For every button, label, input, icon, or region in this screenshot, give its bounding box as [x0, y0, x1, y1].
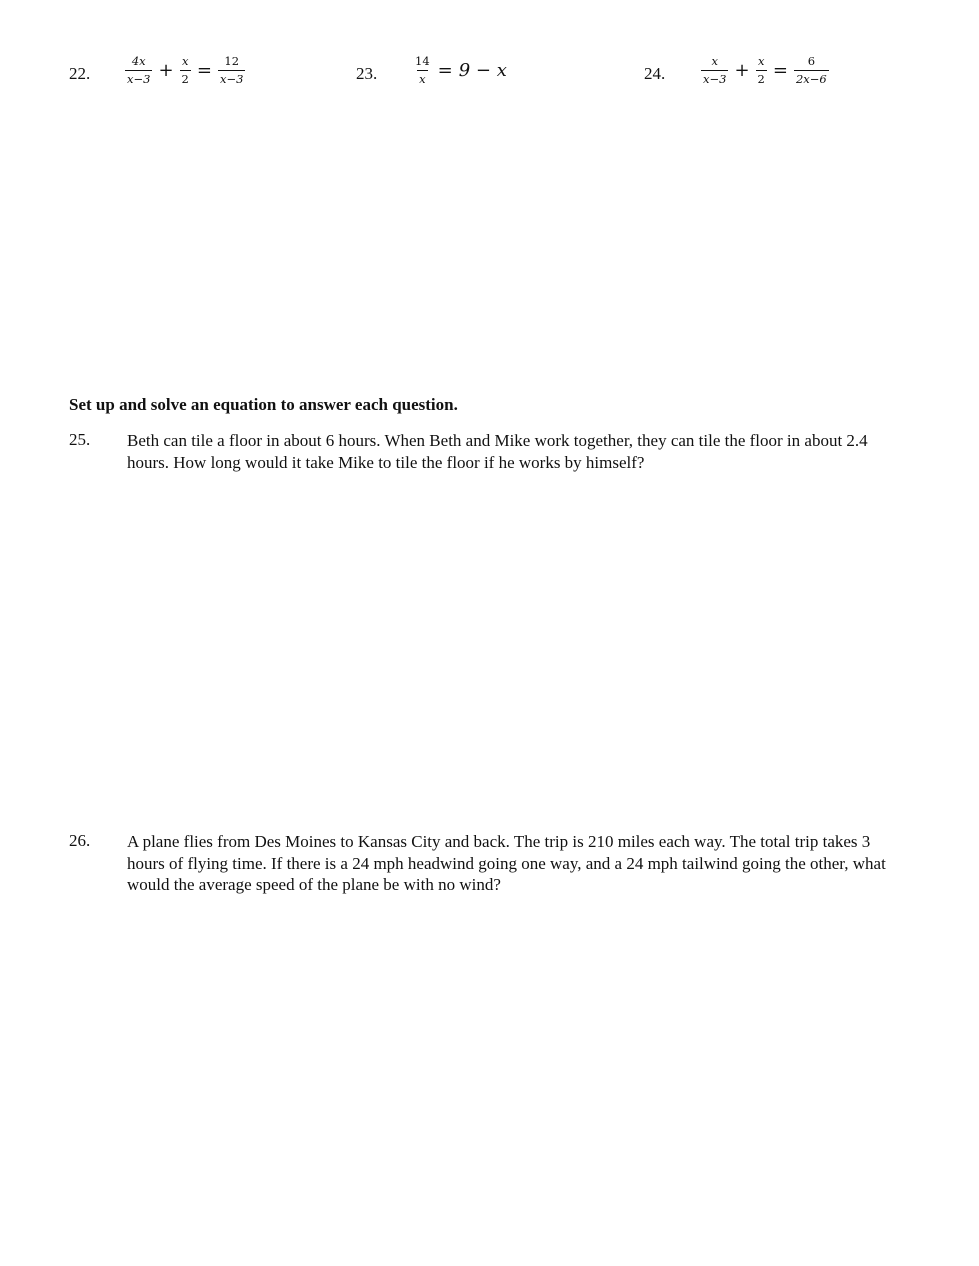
- section-heading: Set up and solve an equation to answer each question.: [69, 395, 458, 414]
- right-hand-side: 9 − x: [458, 59, 507, 81]
- denominator: x−3: [703, 71, 727, 86]
- numerator: 14: [415, 54, 430, 68]
- equals-sign: =: [196, 59, 212, 81]
- problem-24-equation: [698, 56, 832, 85]
- question-25-text: Beth can tile a floor in about 6 hours. When Beth and Mike work together, they can tile the floor in about 2.4 hours. How long would it take Mike to tile the floor if he works by himself?: [127, 431, 868, 472]
- fraction: [125, 56, 152, 85]
- question-26-number: 26.: [69, 831, 91, 850]
- numerator: x: [181, 54, 189, 68]
- denominator: 2x−6: [795, 71, 827, 86]
- denominator: 2: [181, 71, 189, 86]
- equals-sign: =: [437, 59, 453, 81]
- fraction: [701, 56, 728, 85]
- question-25-number: 25.: [69, 430, 91, 449]
- problem-22-equation: [122, 56, 248, 85]
- numerator: 4x: [131, 54, 146, 68]
- problem-22-number: 22.: [69, 64, 91, 83]
- numerator: x: [757, 54, 765, 68]
- fraction: [180, 56, 191, 85]
- problem-24-number: 24.: [644, 64, 666, 83]
- plus-sign: +: [734, 59, 750, 81]
- denominator: x−3: [219, 71, 244, 86]
- denominator: x: [419, 71, 426, 86]
- problem-23-equation: [410, 56, 510, 85]
- denominator: x−3: [127, 71, 151, 86]
- fraction: [413, 56, 432, 85]
- numerator: 12: [224, 54, 240, 68]
- numerator: 6: [807, 54, 816, 68]
- question-26-text: A plane flies from Des Moines to Kansas City and back. The trip is 210 miles each way. The total trip takes 3 hours of flying time. If there is a 24 mph headwind going one way, and a 24 mph tailwind going the other, what would the average speed of the plane be with no wind?: [127, 832, 886, 894]
- numerator: x: [711, 54, 718, 68]
- equals-sign: =: [772, 59, 788, 81]
- fraction: [756, 56, 767, 85]
- plus-sign: +: [158, 59, 174, 81]
- denominator: 2: [757, 71, 765, 86]
- fraction: [218, 56, 245, 85]
- fraction: [794, 56, 829, 85]
- problem-23-number: 23.: [356, 64, 378, 83]
